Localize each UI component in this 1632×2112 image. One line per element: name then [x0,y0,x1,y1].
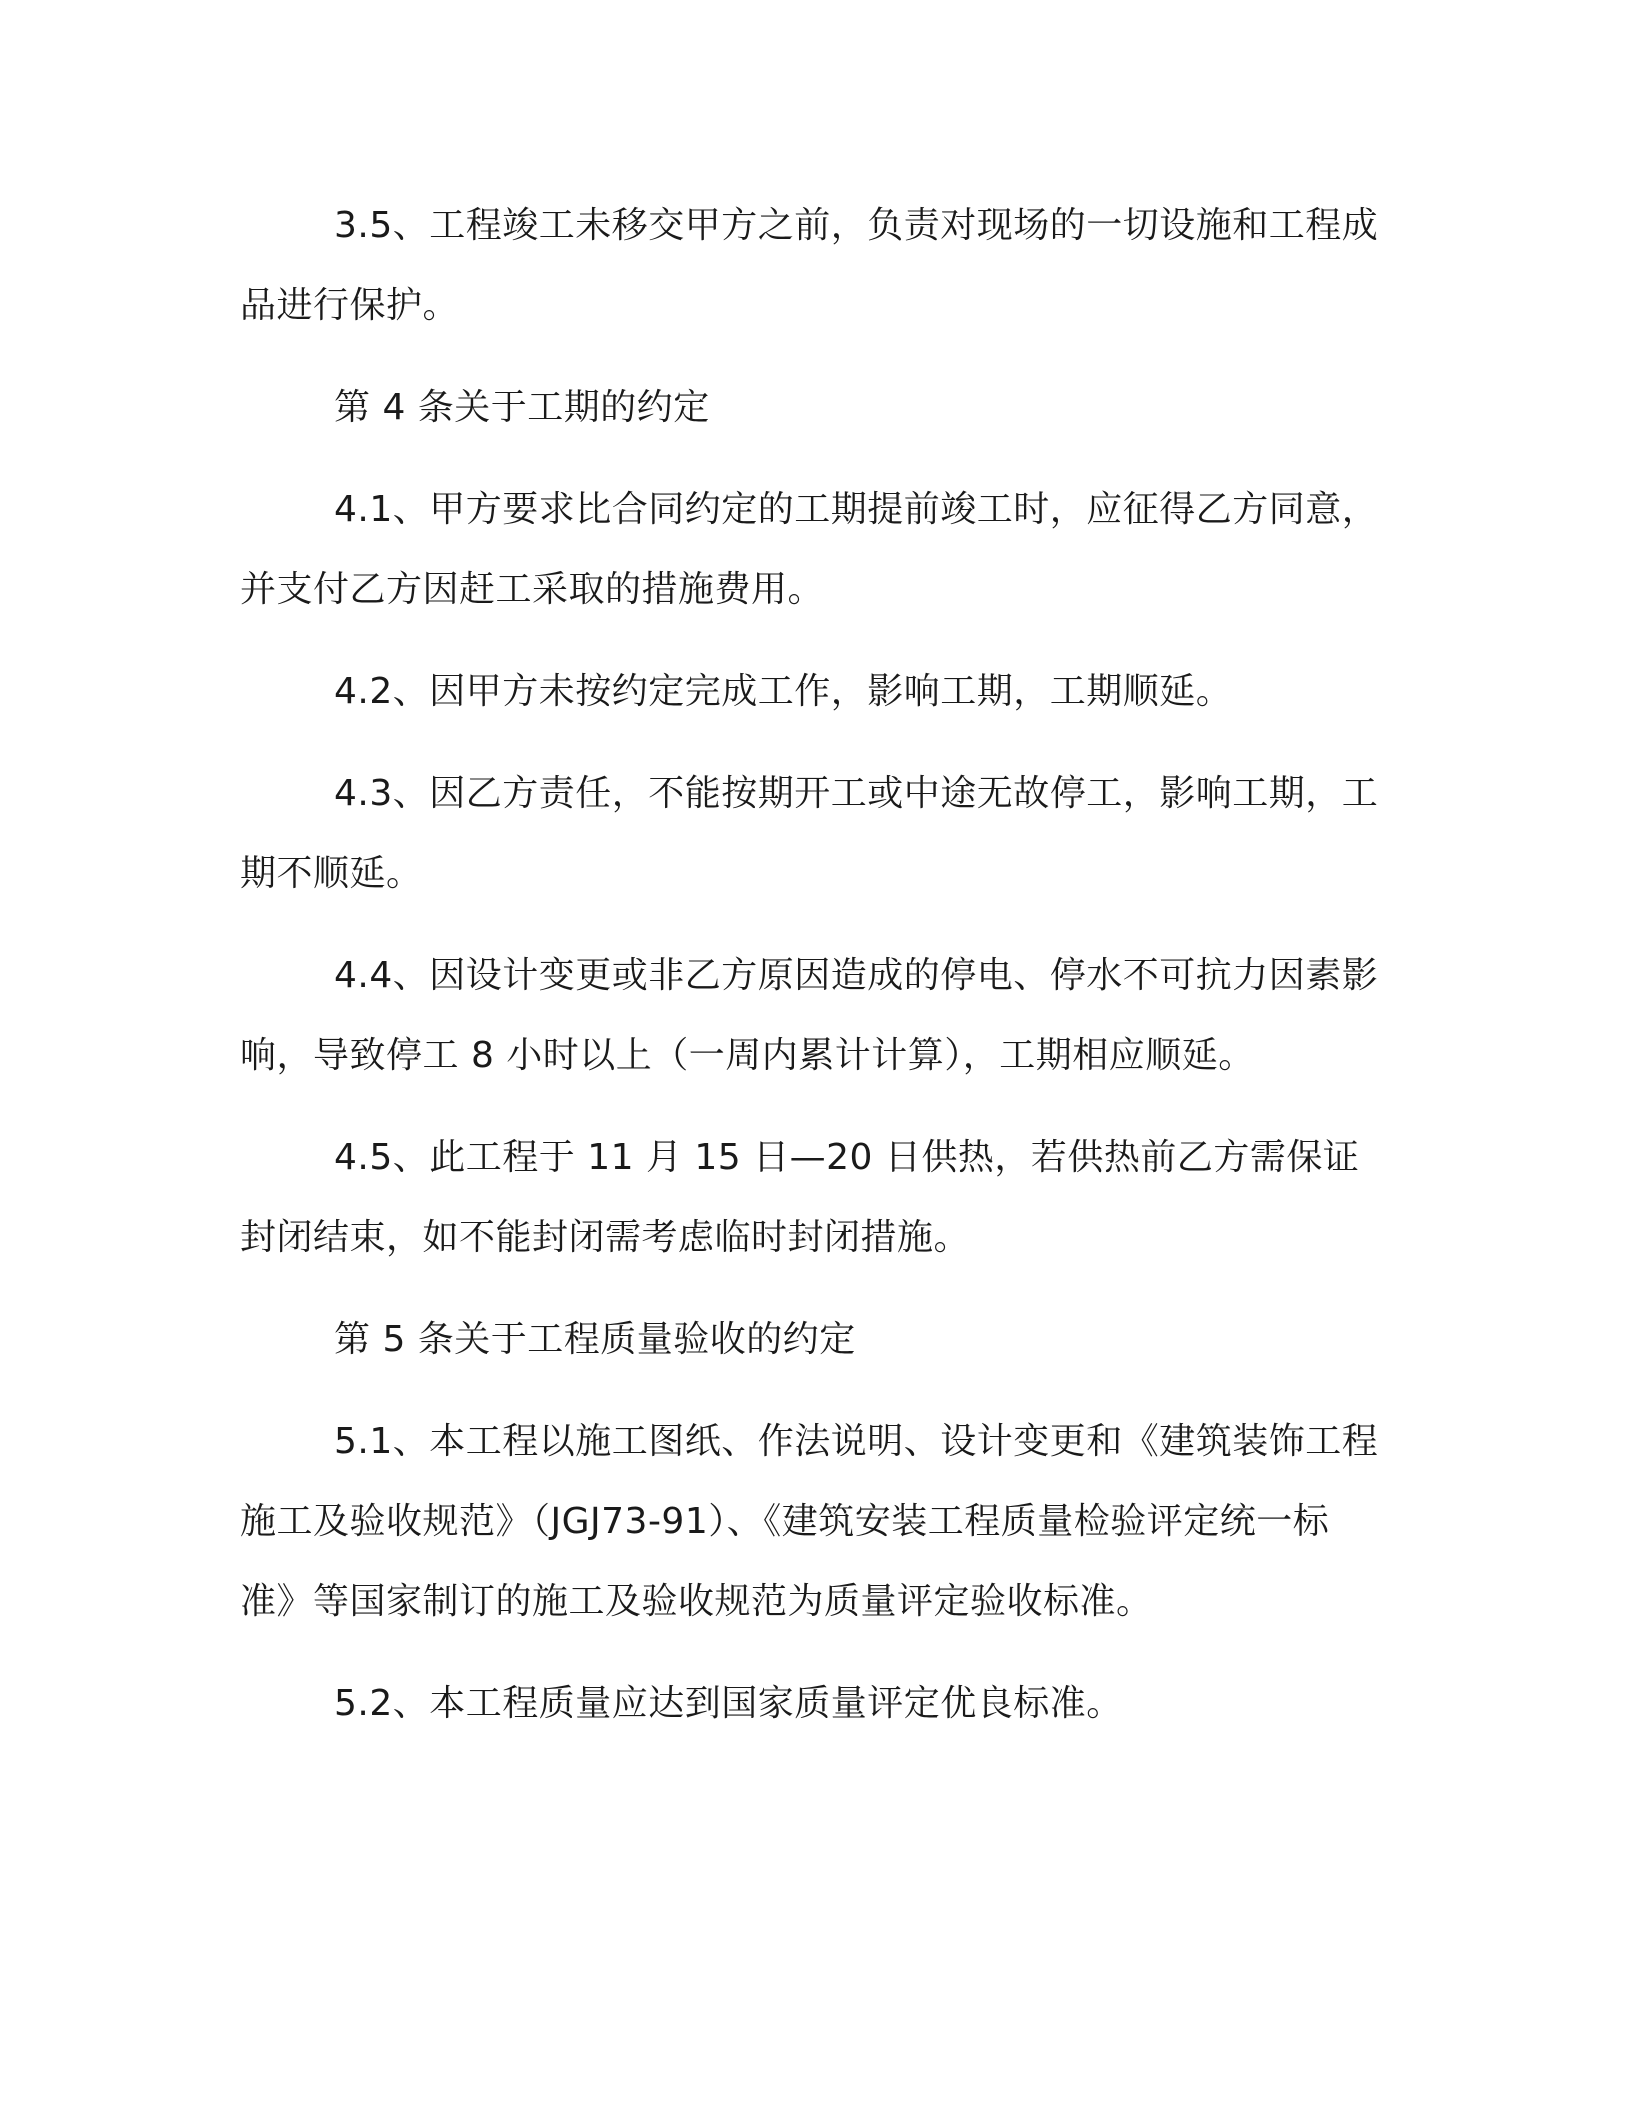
clause-4-5: 4.5、此工程于 11 月 15 日—20 日供热，若供热前乙方需保证封闭结束，如不能封闭需考虑临时封闭措施。 [240,1137,1360,1258]
clause-5-2: 5.2、本工程质量应达到国家质量评定优良标准。 [334,1683,1123,1724]
clause-5-1: 5.1、本工程以施工图纸、作法说明、设计变更和《建筑装饰工程施工及验收规范》（JGJ73-91）、《建筑安装工程质量检验评定统一标准》等国家制订的施工及验收规范为质量评定验收标准。 [240,1421,1379,1622]
clause-3-5: 3.5、工程竣工未移交甲方之前，负责对现场的一切设施和工程成品进行保护。 [240,205,1379,326]
clause-4-1: 4.1、甲方要求比合同约定的工期提前竣工时，应征得乙方同意，并支付乙方因赶工采取的措施费用。 [240,489,1379,610]
clause-4-2: 4.2、因甲方未按约定完成工作，影响工期，工期顺延。 [334,671,1233,712]
article-4-heading: 第 4 条关于工期的约定 [334,387,710,428]
clause-4-4: 4.4、因设计变更或非乙方原因造成的停电、停水不可抗力因素影响，导致停工 8 小时以上（一周内累计计算），工期相应顺延。 [240,955,1379,1076]
article-5-heading: 第 5 条关于工程质量验收的约定 [334,1319,856,1360]
document-page [240,186,1380,1766]
clause-4-3: 4.3、因乙方责任，不能按期开工或中途无故停工，影响工期，工期不顺延。 [240,773,1379,894]
